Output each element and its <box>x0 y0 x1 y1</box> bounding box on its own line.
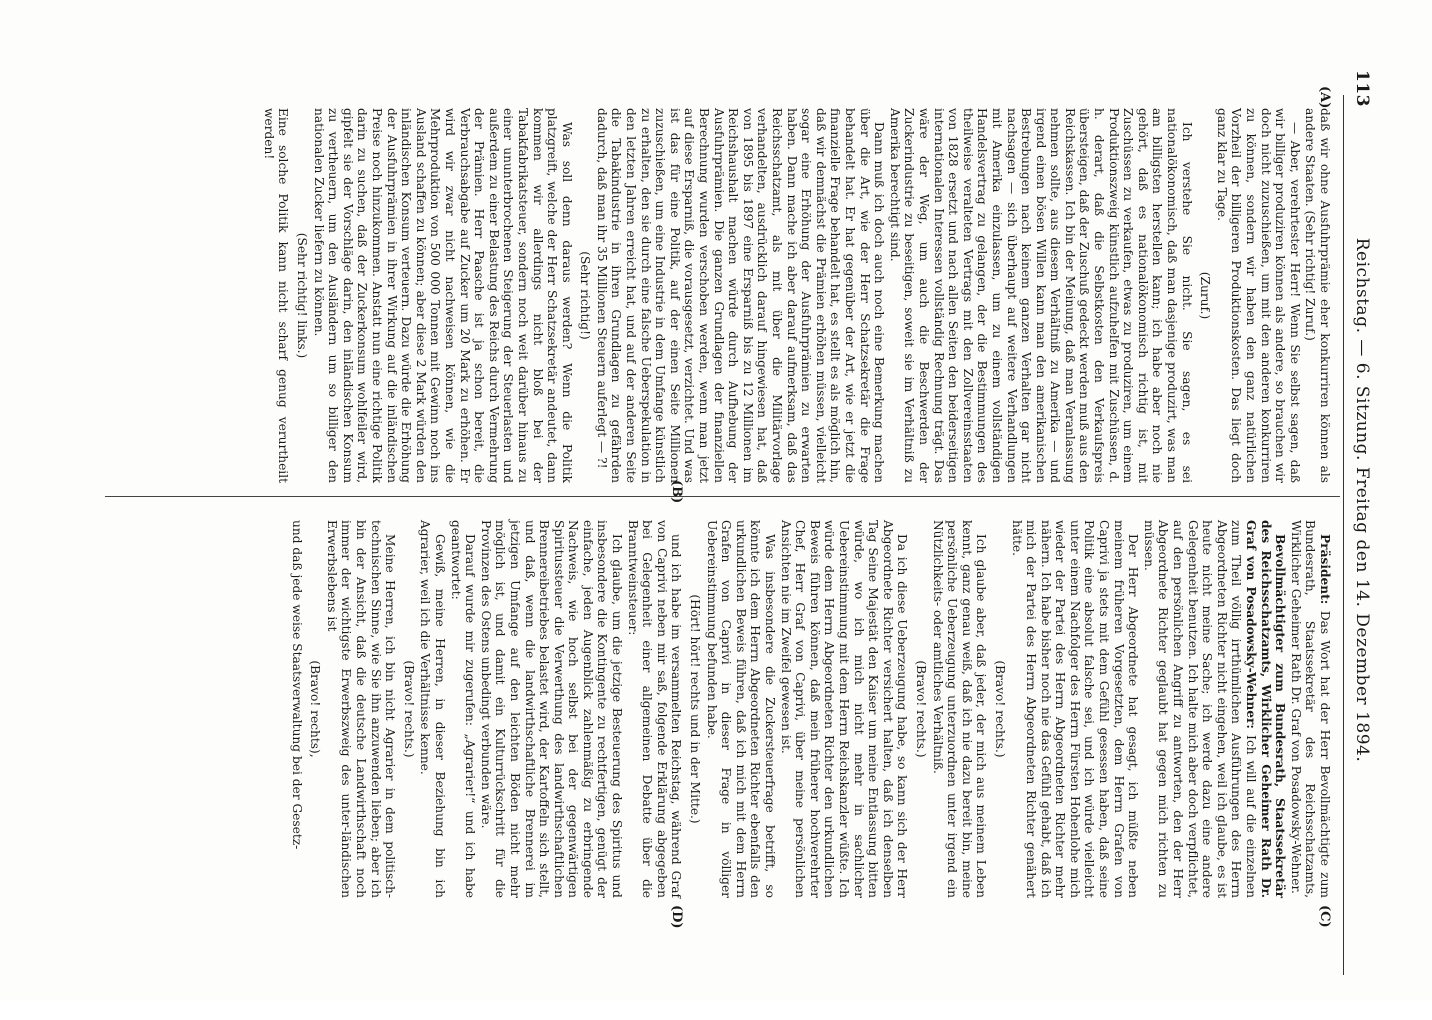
paragraph-text: Ich will auf die einzelnen zum Theil völlig irrthümlichen Ausführungen des Herrn Abgeordneten Richter nicht eingehen, weil ich glaube, es ist heute nicht meine Sache; ich werde dazu eine andere Gelegenheit benutzen. Ich halte mich aber doch verpflichtet, auf den persönlichen Angriff zu antworten, den der Herr Abgeordnete Richter geglaubt hat gegen mich richten zu müssen. <box>1141 520 1259 898</box>
interjection: (Bravo! rechts), <box>308 660 323 758</box>
paragraph <box>887 108 1193 483</box>
paragraph-text: Da ich diese Ueberzeugung habe, so kann sich der Herr Abgeordnete Richter versichert halten, daß ich denselben Tag Seine Majestät den Kaiser um meine Entlassung bitten würde, wo ich mich nicht mehr in sachlicher Uebereinstimmung mit dem Herrn Reichskanzler wüßte. Ich würde dem Herrn Abgeordneten Richter den urkundlichen Beweis führen können, daß mein früherer hochverehrter Chef, Herr Graf von Caprivi, über meine persönlichen Ansichten nie im Zweifel gewesen ist. <box>778 520 910 898</box>
margin-mark-d: (D) <box>669 905 684 929</box>
interjection: (Bravo! rechts.) <box>913 660 928 758</box>
paragraph-text: Meine Herren, ich bin nicht Agrarier in dem politisch-technischen Sinne, wie Sie ihn anzuwenden lieben; aber ich bin der Ansicht, daß die deutsche Landwirthschaft noch immer der wichtigste Erwerbszweig des unter-ländischen Erwerbslebens ist <box>324 520 398 898</box>
paragraph <box>478 520 624 898</box>
interjection: (Sehr richtig!) <box>578 251 593 340</box>
speaker-name: Bevollmächtigter zum Bundesrath, Staatssekretär des Reichsschatzamts, Wirklicher Geheimer Rath Dr. Graf von Posadowsky-Wehner: <box>1244 520 1288 898</box>
paragraph-text: Gewiß, meine Herren, in dieser Beziehung bin ich Agrarier, weil ich die Verhältnisse kenne. <box>418 520 447 898</box>
paragraph-text: und daß jede weise Staatsverwaltung bei der Gesetz- <box>289 520 304 850</box>
interjection: (Bravo! rechts.) <box>401 660 416 758</box>
page-header <box>1344 0 1372 1000</box>
paragraph-text: — Aber, verehrtester Herr! Wenn Sie selbst sagen, daß wir billiger produziren können als andere, so brauchen wir doch nicht zuzuschießen, um mit den anderen konkurriren zu können, sondern wir haben den ganz natürlichen Vorzheil der billigeren Produktionskosten. Das liegt doch ganz klar zu Tage. <box>1214 108 1302 483</box>
paragraph-text: Dann muß ich doch auch noch eine Bemerkung machen über die Art, wie der Herr Schatzsekretär die Frage behandelt hat. Er hat gegenüber der Art, wie er jetzt die finanzielle Frage behandelt hat, es stellt es als möglich hin, daß wir demnächst die Prämien erhöhen müssen, vielleicht sogar eine Erhöhung der Ausfuhrprämien zu erwarten haben. Dann mache ich aber darauf aufmerksam, daß das Reichsschatzamt, als mit über die Militärvorlage verhandelten, ausdrücklich darauf hingewiesen hat, daß von 1895 bis 1897 eine Ersparniß bis zu 12 Millionen im Reichshaushalt machen würde durch Aufhebung der Ausfuhrprämien. Die ganzen Grundlagen der finanziellen Berechnung wurden verschoben werden, wenn man jetzt auf diese Ersparniß, die vorausgesetzt, verzichtet. Und was ist das für eine Politik, auf der einen Seite Millionen zuzuschießen, um eine Industrie in dem Umfange künstlich zu erhalten, den sie durch eine falsche Ueberspekulation in den letzten Jahren erreicht hat, und auf der anderen Seite die Tabakindustrie in ihren Grundlagen zu gefährden dadurch, daß man ihr 35 Millionen Steuern auferlegt — ?! <box>594 108 887 483</box>
paragraph-text: Der Herr Abgeordnete hat gesagt, ich müßte neben meinem früheren Vorgesetzten, dem Herrn Grafen von Caprivi ja stets mit dem Gefühl gesessen haben, daß seine Politik eine absolut falsche sei, und ich würde vielleicht unter einem Nachfolger des Herrn Fürsten Hohenlohe mich wieder der Partei des Herrn Abgeordneten Richter mehr nähern. Ich habe bisher noch nie das Gefühl gehabt, daß ich mich der Partei des Herrn Abgeordneten Richter genähert hätte. <box>1009 520 1141 898</box>
paragraph-text: Ich verstehe Sie nicht. Sie sagen, es sei nationalökonomisch, daß man dasjenige produzirt, was man am billigsten herstellen kann; ich habe aber noch nie gehört, daß es nationalökonomisch richtig ist, mit Zuschüssen zu verkaufen, etwas zu produziren, um einem Produktionszweig künstlich aufzuhelfen mit Zuschüssen, d. h. derart, daß die Selbstkosten den Verkaufspreis übersteigen, daß der Zuschuß gedeckt werden muß aus den Reichskassen. Ich bin der Meinung, daß man Veranlassung nehmen sollte, aus diesem Verhältniß zu Amerika — und irgend einen bösen Willen kann man den amerikanischen Bestrebungen nach keinem ganzen Verhalten gar nicht nachsagen — sich überhaupt auf weitere Verhandlungen mit Amerika einzulassen, um zu einem vollständigen Handelsvertrag zu gelangen, der die Bestimmungen des theilweise veralteten Vertrags mit den Zollvereinsstaaten von 1828 ersetzt und nach allen Seiten den beiderseitigen internationalen Interessen vollständig Rechnung trägt. Das wäre der Weg, um auch die Beschwerden der Zuckerindustrie zu beseitigen, soweit sie im Verhältniß zu Amerika berechtigt sind. <box>887 108 1194 483</box>
paragraph <box>448 520 477 898</box>
left-column <box>260 108 1332 483</box>
margin-mark-a: (A) <box>1317 86 1332 109</box>
paragraph <box>311 108 574 483</box>
interjection: (Hört! hört! rechts und in der Mitte.) <box>688 594 703 824</box>
paragraph <box>594 108 886 483</box>
paragraph <box>418 520 447 898</box>
margin-mark-b: (B) <box>669 480 684 504</box>
paragraph-text: Was insbesondere die Zuckersteuerfrage betrifft, so könnte ich dem Herrn Abgeordneten Richter ebenfalls den urkundlichen Beweis führen, daß ich mich mit dem Herrn Grafen von Caprivi in dieser Frage in völliger Uebereinstimmung befunden habe. <box>704 520 778 898</box>
paragraph <box>1009 520 1140 898</box>
paragraph-text: Eine solche Politik kann nicht scharf genug verurtheilt werden! <box>261 108 291 483</box>
paragraph <box>289 520 304 898</box>
header-rule <box>1343 95 1344 975</box>
paragraph <box>930 520 988 898</box>
paragraph <box>1303 108 1332 483</box>
right-column <box>288 520 1332 898</box>
paragraph-text: Ich glaube, um die jetzige Besteuerung des Spiritus und insbesondere die Kontingente zu rechtfertigen, genügt der einfache, jeden Augenblick zahlenmäßig zu erbringende Nachweis, wie hoch selbst bei der gegenwärtigen Spiritussteuer die Verwerthung des landwirthschaftlichen Brennereibetriebes belastet wird, der Kartoffeln sich stellt, und daß, wenn die landwirthschaftliche Brennerei im jetzigen Umfange auf den leichten Böden nicht mehr möglich ist, und damit ein Kulturrückschritt für die Provinzen des Ostens unbedingt verbunden wäre. <box>478 520 625 898</box>
paragraph <box>1141 520 1287 898</box>
speaker-name: Präsident: <box>1318 534 1332 611</box>
interjection: (Sehr richtig! links.) <box>295 232 310 359</box>
paragraph <box>1288 520 1332 898</box>
paragraph-text: Darauf wurde mir zugerufen: „Agrarier!“ und ich habe geantwortet: <box>448 520 478 898</box>
paragraph-text: daß wir ohne Ausfuhrprämie eher konkurriren können als andere Staaten. (Sehr richtig! Zuruf.) <box>1303 108 1332 483</box>
interjection: (Zuruf.) <box>1198 271 1213 320</box>
paragraph-text: Das Wort hat der Herr Bevollmächtigte zum Bundesrath, Staatssekretär des Reichsschatzamts, Wirklicher Geheimer Rath Dr. Graf von Posadowsky-Wehner. <box>1288 520 1332 898</box>
paragraph-text: Ich glaube aber, daß jeder, der mich aus meinem Leben kennt, ganz genau weiß, daß ich nie dazu bereit bin, meine persönliche Ueberzeugung unterzuordnen unter irgend ein Nützlichkeits- oder amtliches Verhältniß. <box>930 520 989 898</box>
page-title: Reichstag. — 6. Sitzung. Freitag den 14. Dezember 1894. <box>1352 237 1372 763</box>
paragraph <box>625 520 683 898</box>
paragraph <box>261 108 290 483</box>
page-number: 113 <box>1352 70 1372 107</box>
paragraph <box>324 520 397 898</box>
paragraph <box>704 520 777 898</box>
paragraph <box>778 520 909 898</box>
margin-mark-c: (C) <box>1317 905 1332 928</box>
paragraph <box>1214 108 1302 483</box>
paragraph-text: Was soll denn daraus werden? Wenn die Politik platzgreift, welche der Herr Schatzsekretär andeutet, dann kommen wir allerdings nicht bloß bei der Tabakfabrikatsteuer, sondern noch weit darüber hinaus zu einer ununterbrochenen Steigerung der Steuerlasten und außerdem zu einer Belastung des Reichs durch Vermehrung der Prämien. Herr Paasche ist ja schon bereit, die Verbrauchsabgabe auf Zucker um 20 Mark zu erhöhen. Er wird wir zwar nicht nachweisen können, wie die Mehrproduktion von 500 000 Tonnen mit Gewinn noch ins Ausland schaffen zu können; aber diese 2 Mark würden den inländischen Konsum verteuern. Dazu würde die Erhöhung der Ausfuhrprämien in ihrer Wirkung auf die inländischen Preise noch hinzukommen. Anstatt nun eine richtige Politik darin zu suchen, daß der Zuckerkonsum wohlfeiler wird, gipfelt sie der Vorschläge darin, den inländischen Konsum zu vertheuern, um den Ausländern um so billiger den nationalen Zucker liefern zu können. <box>311 108 574 483</box>
column-divider <box>105 496 1340 497</box>
interjection: (Bravo! rechts.) <box>992 660 1007 758</box>
paragraph-text: und ich habe im versammelten Reichstag, während Graf von Caprivi neben mir saß, folgende Erklärung abgegeben bei Gelegenheit einer allgemeinen Debatte über die Branntweinsteuer: <box>625 520 684 898</box>
